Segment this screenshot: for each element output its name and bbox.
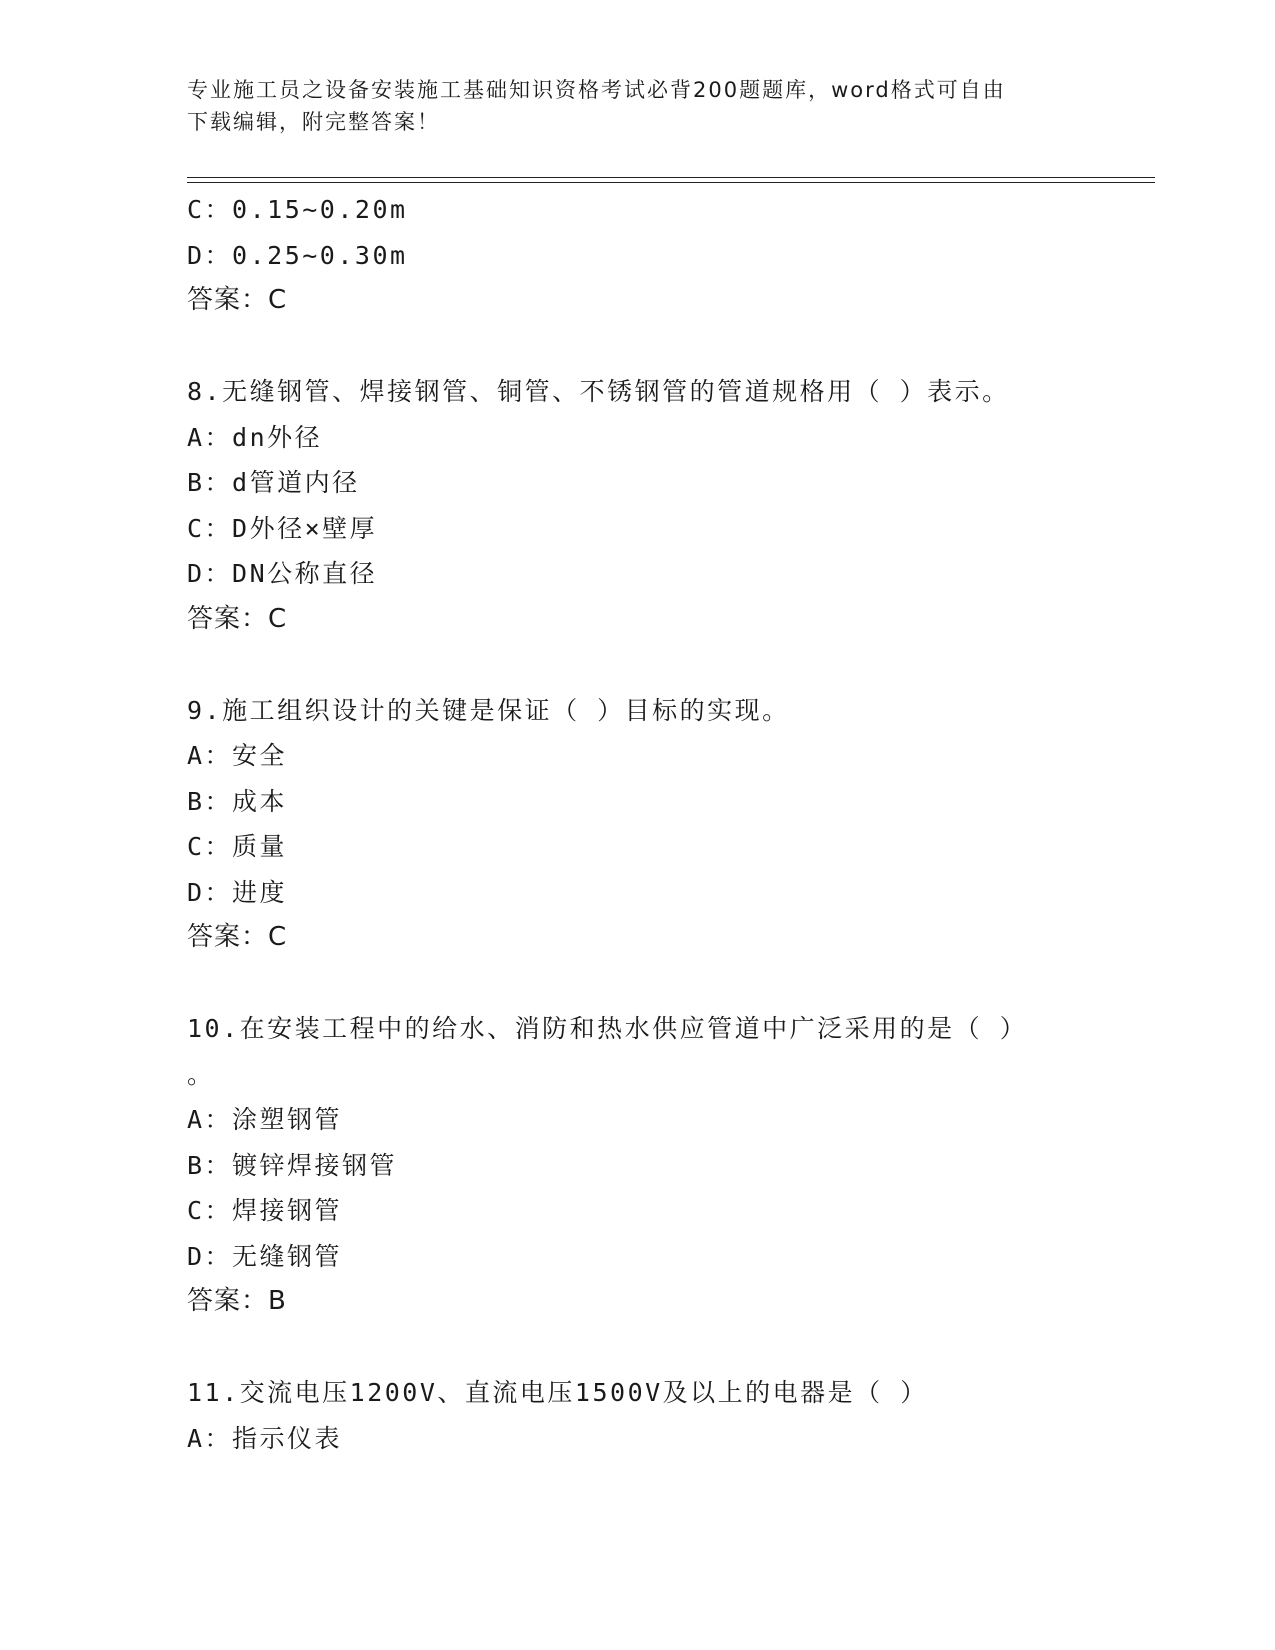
answer-line: 答案：C (187, 922, 288, 952)
option-d: D：进度 (187, 877, 288, 907)
spacer (187, 324, 1147, 370)
question-stem: 11.交流电压1200V、直流电压1500V及以上的电器是（ ） (187, 1378, 928, 1407)
question-9 (187, 688, 1147, 961)
option-c: C：焊接钢管 (187, 1196, 343, 1225)
option-c: C：0.15~0.20m (187, 195, 408, 224)
question-8 (187, 369, 1147, 642)
question-stem: 8.无缝钢管、焊接钢管、铜管、不锈钢管的管道规格用（ ）表示。 (187, 377, 1010, 406)
header-title-line-1: 专业施工员之设备安装施工基础知识资格考试必背200题题库，word格式可自由 (187, 78, 1006, 102)
header-divider (187, 177, 1155, 183)
spacer (187, 642, 1147, 688)
header-title-line-2: 下载编辑，附完整答案！ (187, 110, 440, 134)
question-10 (187, 1006, 1147, 1325)
option-d: D：DN公称直径 (187, 559, 378, 588)
question-7 (187, 187, 1147, 324)
option-b: B：d管道内径 (187, 468, 360, 497)
option-b: B：成本 (187, 786, 288, 816)
option-d: D：0.25~0.30m (187, 240, 408, 270)
option-c: C：质量 (187, 832, 288, 861)
option-a: A：涂塑钢管 (187, 1105, 343, 1134)
question-stem: 9.施工组织设计的关键是保证（ ）目标的实现。 (187, 695, 790, 725)
question-stem-continuation: 。 (187, 1059, 215, 1089)
option-b: B：镀锌焊接钢管 (187, 1150, 398, 1180)
question-stem: 10.在安装工程中的给水、消防和热水供应管道中广泛采用的是（ ） (187, 1014, 1028, 1043)
document-header (187, 74, 1077, 138)
option-d: D：无缝钢管 (187, 1241, 343, 1271)
option-c: C：D外径×壁厚 (187, 513, 378, 543)
answer-line: 答案：C (187, 285, 288, 315)
question-list (187, 187, 1147, 1461)
question-11 (187, 1370, 1147, 1461)
spacer (187, 961, 1147, 1007)
spacer (187, 1325, 1147, 1371)
answer-line: 答案：B (187, 1286, 287, 1316)
option-a: A：dn外径 (187, 422, 323, 452)
option-a: A：安全 (187, 741, 288, 770)
option-a: A：指示仪表 (187, 1423, 343, 1453)
answer-line: 答案：C (187, 603, 288, 634)
